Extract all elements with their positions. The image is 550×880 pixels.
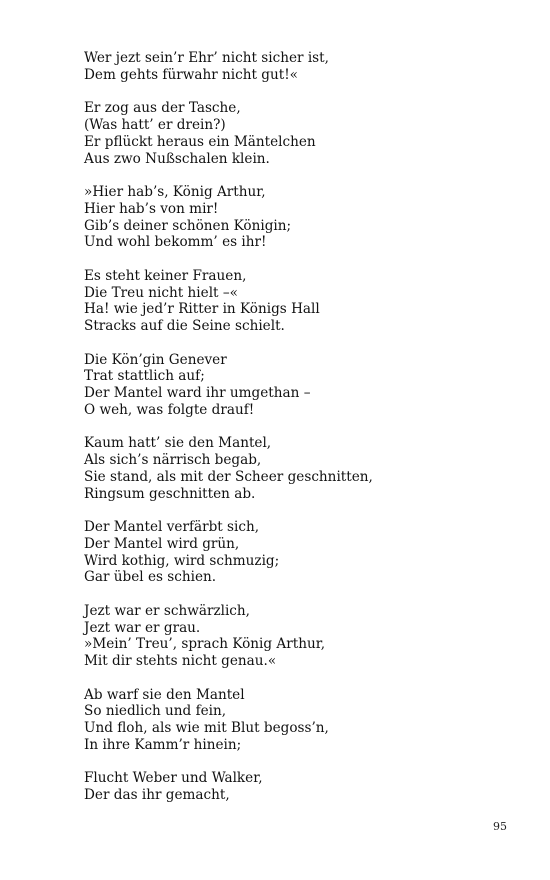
poem-line: Der Mantel ward ihr umgethan – [84,385,311,402]
poem-line: Jezt war er schwärzlich, [84,602,250,619]
poem-line: »Hier hab’s, König Arthur, [84,183,266,200]
stanza [84,100,514,167]
poem-line: Jezt war er grau. [84,619,201,636]
poem-line: Ab warf sie den Mantel [84,686,245,703]
poem-line: O weh, was folgte drauf! [84,401,255,418]
stanza [84,184,514,251]
poem-line: Aus zwo Nußschalen klein. [84,150,270,167]
stanza [84,603,514,670]
poem-line: Flucht Weber und Walker, [84,770,263,787]
poem-line: Er zog aus der Tasche, [84,100,241,117]
poem-line: Die Kön’gin Genever [84,351,227,368]
stanza [84,519,514,586]
poem-line: Wird kothig, wird schmuzig; [84,552,280,569]
stanza [84,268,514,335]
poem-line: Er pflückt heraus ein Mäntelchen [84,133,316,150]
poem-line: So niedlich und fein, [84,703,227,720]
stanza [84,770,514,804]
page-number: 95 [493,820,507,833]
poem-line: Sie stand, als mit der Scheer geschnitten, [84,468,373,485]
stanza [84,352,514,419]
poem-line: »Mein’ Treu’, sprach König Arthur, [84,636,326,653]
poem-line: Stracks auf die Seine schielt. [84,318,285,335]
poem-line: Der das ihr gemacht, [84,787,230,804]
poem-line: Es steht keiner Frauen, [84,267,247,284]
poem-line: Die Treu nicht hielt –« [84,284,238,301]
poem-line: Ha! wie jed’r Ritter in Königs Hall [84,301,320,318]
stanza [84,50,514,84]
poem-line: Und wohl bekomm’ es ihr! [84,234,267,251]
poem-line: Der Mantel wird grün, [84,535,240,552]
poem-line: Kaum hatt’ sie den Mantel, [84,435,272,452]
poem-line: Gar übel es schien. [84,569,217,586]
poem-line: Dem gehts fürwahr nicht gut!« [84,66,298,83]
poem-line: Hier hab’s von mir! [84,200,219,217]
poem-line: Trat stattlich auf; [84,368,205,385]
stanza [84,435,514,502]
poem-line: Als sich’s närrisch begab, [84,452,262,469]
poem-line: Und floh, als wie mit Blut begoss’n, [84,720,329,737]
poem-line: Der Mantel verfärbt sich, [84,519,260,536]
poem-line: Mit dir stehts nicht genau.« [84,653,277,670]
poem-line: Wer jezt sein’r Ehr’ nicht sicher ist, [84,50,329,66]
poem-line: Ringsum geschnitten ab. [84,485,256,502]
poem-text [84,50,514,821]
stanza [84,687,514,754]
poem-line: In ihre Kamm’r hinein; [84,737,242,754]
poem-line: (Was hatt’ er drein?) [84,116,226,133]
poem-line: Gib’s deiner schönen Königin; [84,217,292,234]
